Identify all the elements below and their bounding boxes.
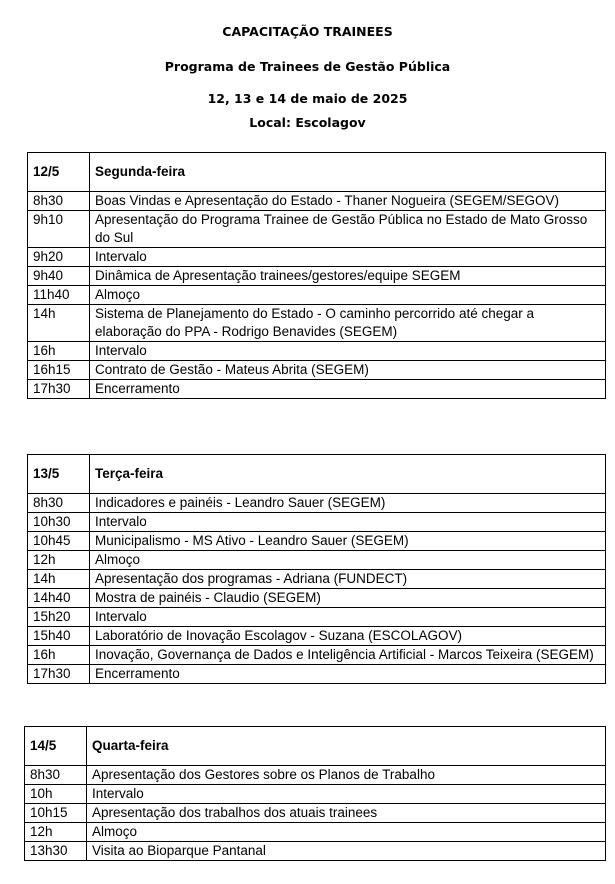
table-row bbox=[28, 589, 606, 608]
session-activity: Apresentação dos programas - Adriana (FUNDECT) bbox=[90, 570, 606, 589]
session-time: 10h bbox=[25, 785, 87, 804]
session-time: 8h30 bbox=[25, 766, 87, 785]
day-header-row bbox=[25, 727, 606, 766]
session-activity: Almoço bbox=[90, 551, 606, 570]
table-row bbox=[28, 627, 606, 646]
session-activity: Municipalismo - MS Ativo - Leandro Sauer (SEGEM) bbox=[90, 532, 606, 551]
session-activity: Boas Vindas e Apresentação do Estado - Thaner Nogueira (SEGEM/SEGOV) bbox=[90, 192, 606, 211]
session-activity: Mostra de painéis - Claudio (SEGEM) bbox=[90, 589, 606, 608]
session-activity: Contrato de Gestão - Mateus Abrita (SEGEM) bbox=[90, 361, 606, 380]
session-time: 14h40 bbox=[28, 589, 90, 608]
session-activity: Almoço bbox=[90, 286, 606, 305]
session-time: 12h bbox=[28, 551, 90, 570]
table-row bbox=[28, 248, 606, 267]
table-row bbox=[25, 804, 606, 823]
table-row bbox=[28, 665, 606, 684]
table-row bbox=[28, 267, 606, 286]
session-activity: Almoço bbox=[87, 823, 606, 842]
table-row bbox=[28, 570, 606, 589]
day-header-row bbox=[28, 153, 606, 192]
session-time: 16h bbox=[28, 646, 90, 665]
document-title: CAPACITAÇÃO TRAINEES bbox=[222, 24, 393, 39]
session-time: 16h bbox=[28, 342, 90, 361]
session-time: 8h30 bbox=[28, 494, 90, 513]
session-activity: Intervalo bbox=[90, 608, 606, 627]
session-time: 13h30 bbox=[25, 842, 87, 861]
session-activity: Apresentação dos Gestores sobre os Planos de Trabalho bbox=[87, 766, 606, 785]
table-row bbox=[28, 342, 606, 361]
table-row bbox=[28, 305, 606, 342]
session-time: 10h30 bbox=[28, 513, 90, 532]
session-activity: Visita ao Bioparque Pantanal bbox=[87, 842, 606, 861]
table-row bbox=[28, 608, 606, 627]
table-row bbox=[28, 646, 606, 665]
program-name: Programa de Trainees de Gestão Pública bbox=[164, 59, 451, 74]
event-location: Local: Escolagov bbox=[249, 115, 366, 130]
session-time: 15h20 bbox=[28, 608, 90, 627]
session-activity: Sistema de Planejamento do Estado - O caminho percorrido até chegar a elaboração do PPA - Rodrigo Benavides (SEGEM) bbox=[90, 305, 606, 342]
table-row bbox=[25, 785, 606, 804]
session-activity: Intervalo bbox=[90, 342, 606, 361]
session-activity: Encerramento bbox=[90, 380, 606, 399]
table-row bbox=[28, 361, 606, 380]
session-activity: Intervalo bbox=[90, 248, 606, 267]
session-activity: Inovação, Governança de Dados e Inteligência Artificial - Marcos Teixeira (SEGEM) bbox=[90, 646, 606, 665]
table-row bbox=[28, 532, 606, 551]
session-activity: Indicadores e painéis - Leandro Sauer (SEGEM) bbox=[90, 494, 606, 513]
session-time: 12h bbox=[25, 823, 87, 842]
day-weekday: Segunda-feira bbox=[90, 153, 606, 192]
table-row bbox=[28, 286, 606, 305]
session-time: 17h30 bbox=[28, 665, 90, 684]
session-time: 11h40 bbox=[28, 286, 90, 305]
session-time: 15h40 bbox=[28, 627, 90, 646]
day-date: 13/5 bbox=[28, 455, 90, 494]
event-dates: 12, 13 e 14 de maio de 2025 bbox=[207, 91, 408, 106]
session-time: 14h bbox=[28, 570, 90, 589]
session-time: 10h15 bbox=[25, 804, 87, 823]
session-activity: Apresentação dos trabalhos dos atuais trainees bbox=[87, 804, 606, 823]
schedule-table-wednesday bbox=[24, 726, 606, 861]
session-time: 9h20 bbox=[28, 248, 90, 267]
session-time: 16h15 bbox=[28, 361, 90, 380]
session-time: 14h bbox=[28, 305, 90, 342]
table-row bbox=[28, 494, 606, 513]
session-activity: Encerramento bbox=[90, 665, 606, 684]
schedule-table-tuesday bbox=[27, 454, 606, 684]
day-date: 14/5 bbox=[25, 727, 87, 766]
table-row bbox=[25, 766, 606, 785]
session-time: 10h45 bbox=[28, 532, 90, 551]
day-weekday: Terça-feira bbox=[90, 455, 606, 494]
session-activity: Apresentação do Programa Trainee de Gestão Pública no Estado de Mato Grosso do Sul bbox=[90, 211, 606, 248]
table-row bbox=[28, 513, 606, 532]
schedule-table-monday bbox=[27, 152, 606, 399]
session-time: 9h40 bbox=[28, 267, 90, 286]
session-activity: Intervalo bbox=[90, 513, 606, 532]
session-activity: Dinâmica de Apresentação trainees/gestores/equipe SEGEM bbox=[90, 267, 606, 286]
day-date: 12/5 bbox=[28, 153, 90, 192]
day-header-row bbox=[28, 455, 606, 494]
session-activity: Intervalo bbox=[87, 785, 606, 804]
table-row bbox=[25, 823, 606, 842]
table-row bbox=[25, 842, 606, 861]
session-time: 9h10 bbox=[28, 211, 90, 248]
session-time: 8h30 bbox=[28, 192, 90, 211]
table-row bbox=[28, 551, 606, 570]
day-weekday: Quarta-feira bbox=[87, 727, 606, 766]
session-time: 17h30 bbox=[28, 380, 90, 399]
table-row bbox=[28, 192, 606, 211]
table-row bbox=[28, 211, 606, 248]
session-activity: Laboratório de Inovação Escolagov - Suzana (ESCOLAGOV) bbox=[90, 627, 606, 646]
table-row bbox=[28, 380, 606, 399]
